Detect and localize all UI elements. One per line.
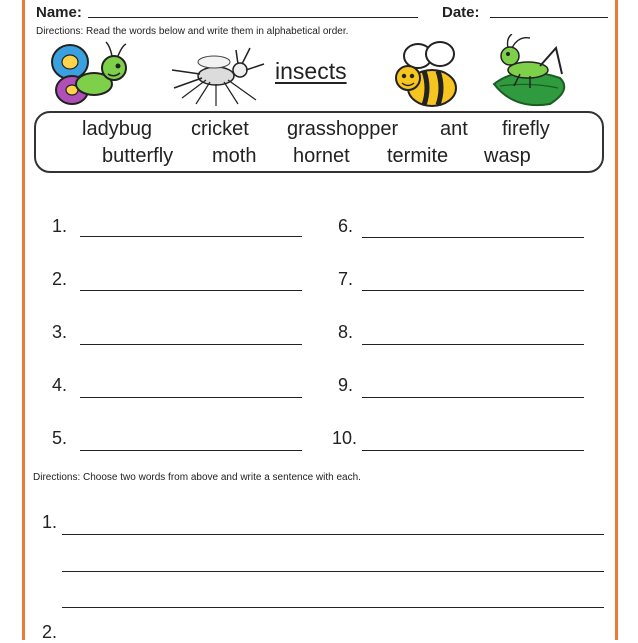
name-field[interactable] — [88, 17, 418, 18]
sentence-number: 2. — [42, 622, 58, 642]
word-bank-word: grasshopper — [287, 118, 399, 140]
answer-number: 7. — [338, 269, 354, 289]
directions-alphabetical: Directions: Read the words below and write them in alphabetical order. — [36, 26, 349, 37]
name-label: Name: — [36, 4, 82, 21]
word-bank-word: cricket — [191, 118, 249, 140]
answer-number: 2. — [52, 269, 68, 289]
answer-line[interactable] — [80, 397, 302, 398]
answer-line[interactable] — [80, 344, 302, 345]
word-bank-word: hornet — [293, 145, 350, 167]
word-bank-word: ant — [440, 118, 468, 140]
worksheet-title: insects — [275, 58, 347, 84]
answer-number: 4. — [52, 375, 68, 395]
date-label: Date: — [442, 4, 480, 21]
answer-line[interactable] — [80, 450, 302, 451]
word-bank-word: butterfly — [102, 145, 174, 167]
date-field[interactable] — [490, 17, 608, 18]
answer-number: 3. — [52, 322, 68, 342]
answer-number: 5. — [52, 428, 68, 448]
answer-line[interactable] — [362, 397, 584, 398]
sentence-line[interactable] — [62, 571, 604, 572]
answer-line[interactable] — [362, 344, 584, 345]
answer-line[interactable] — [80, 236, 302, 237]
sentence-line[interactable] — [62, 607, 604, 608]
word-bank-word: firefly — [502, 118, 550, 140]
word-bank-word: ladybug — [82, 118, 153, 140]
answer-line[interactable] — [362, 237, 584, 238]
answer-line[interactable] — [362, 450, 584, 451]
directions-sentences: Directions: Choose two words from above and write a sentence with each. — [33, 472, 361, 483]
page-border-left — [22, 0, 25, 640]
answer-number: 6. — [338, 216, 354, 236]
answer-number: 1. — [52, 216, 68, 236]
answer-line[interactable] — [362, 290, 584, 291]
grasshopper-illustration — [490, 34, 574, 110]
bee-illustration — [392, 38, 466, 110]
answer-line[interactable] — [80, 290, 302, 291]
answer-number: 10. — [332, 428, 358, 448]
word-bank-word: moth — [212, 145, 257, 167]
mosquito-illustration — [166, 44, 266, 110]
sentence-line[interactable] — [62, 534, 604, 535]
answer-number: 9. — [338, 375, 354, 395]
page-border-right — [615, 0, 618, 640]
word-bank-word: termite — [387, 145, 449, 167]
word-bank-word: wasp — [484, 145, 531, 167]
answer-number: 8. — [338, 322, 354, 342]
sentence-number: 1. — [42, 512, 58, 532]
butterfly-illustration — [48, 38, 134, 110]
